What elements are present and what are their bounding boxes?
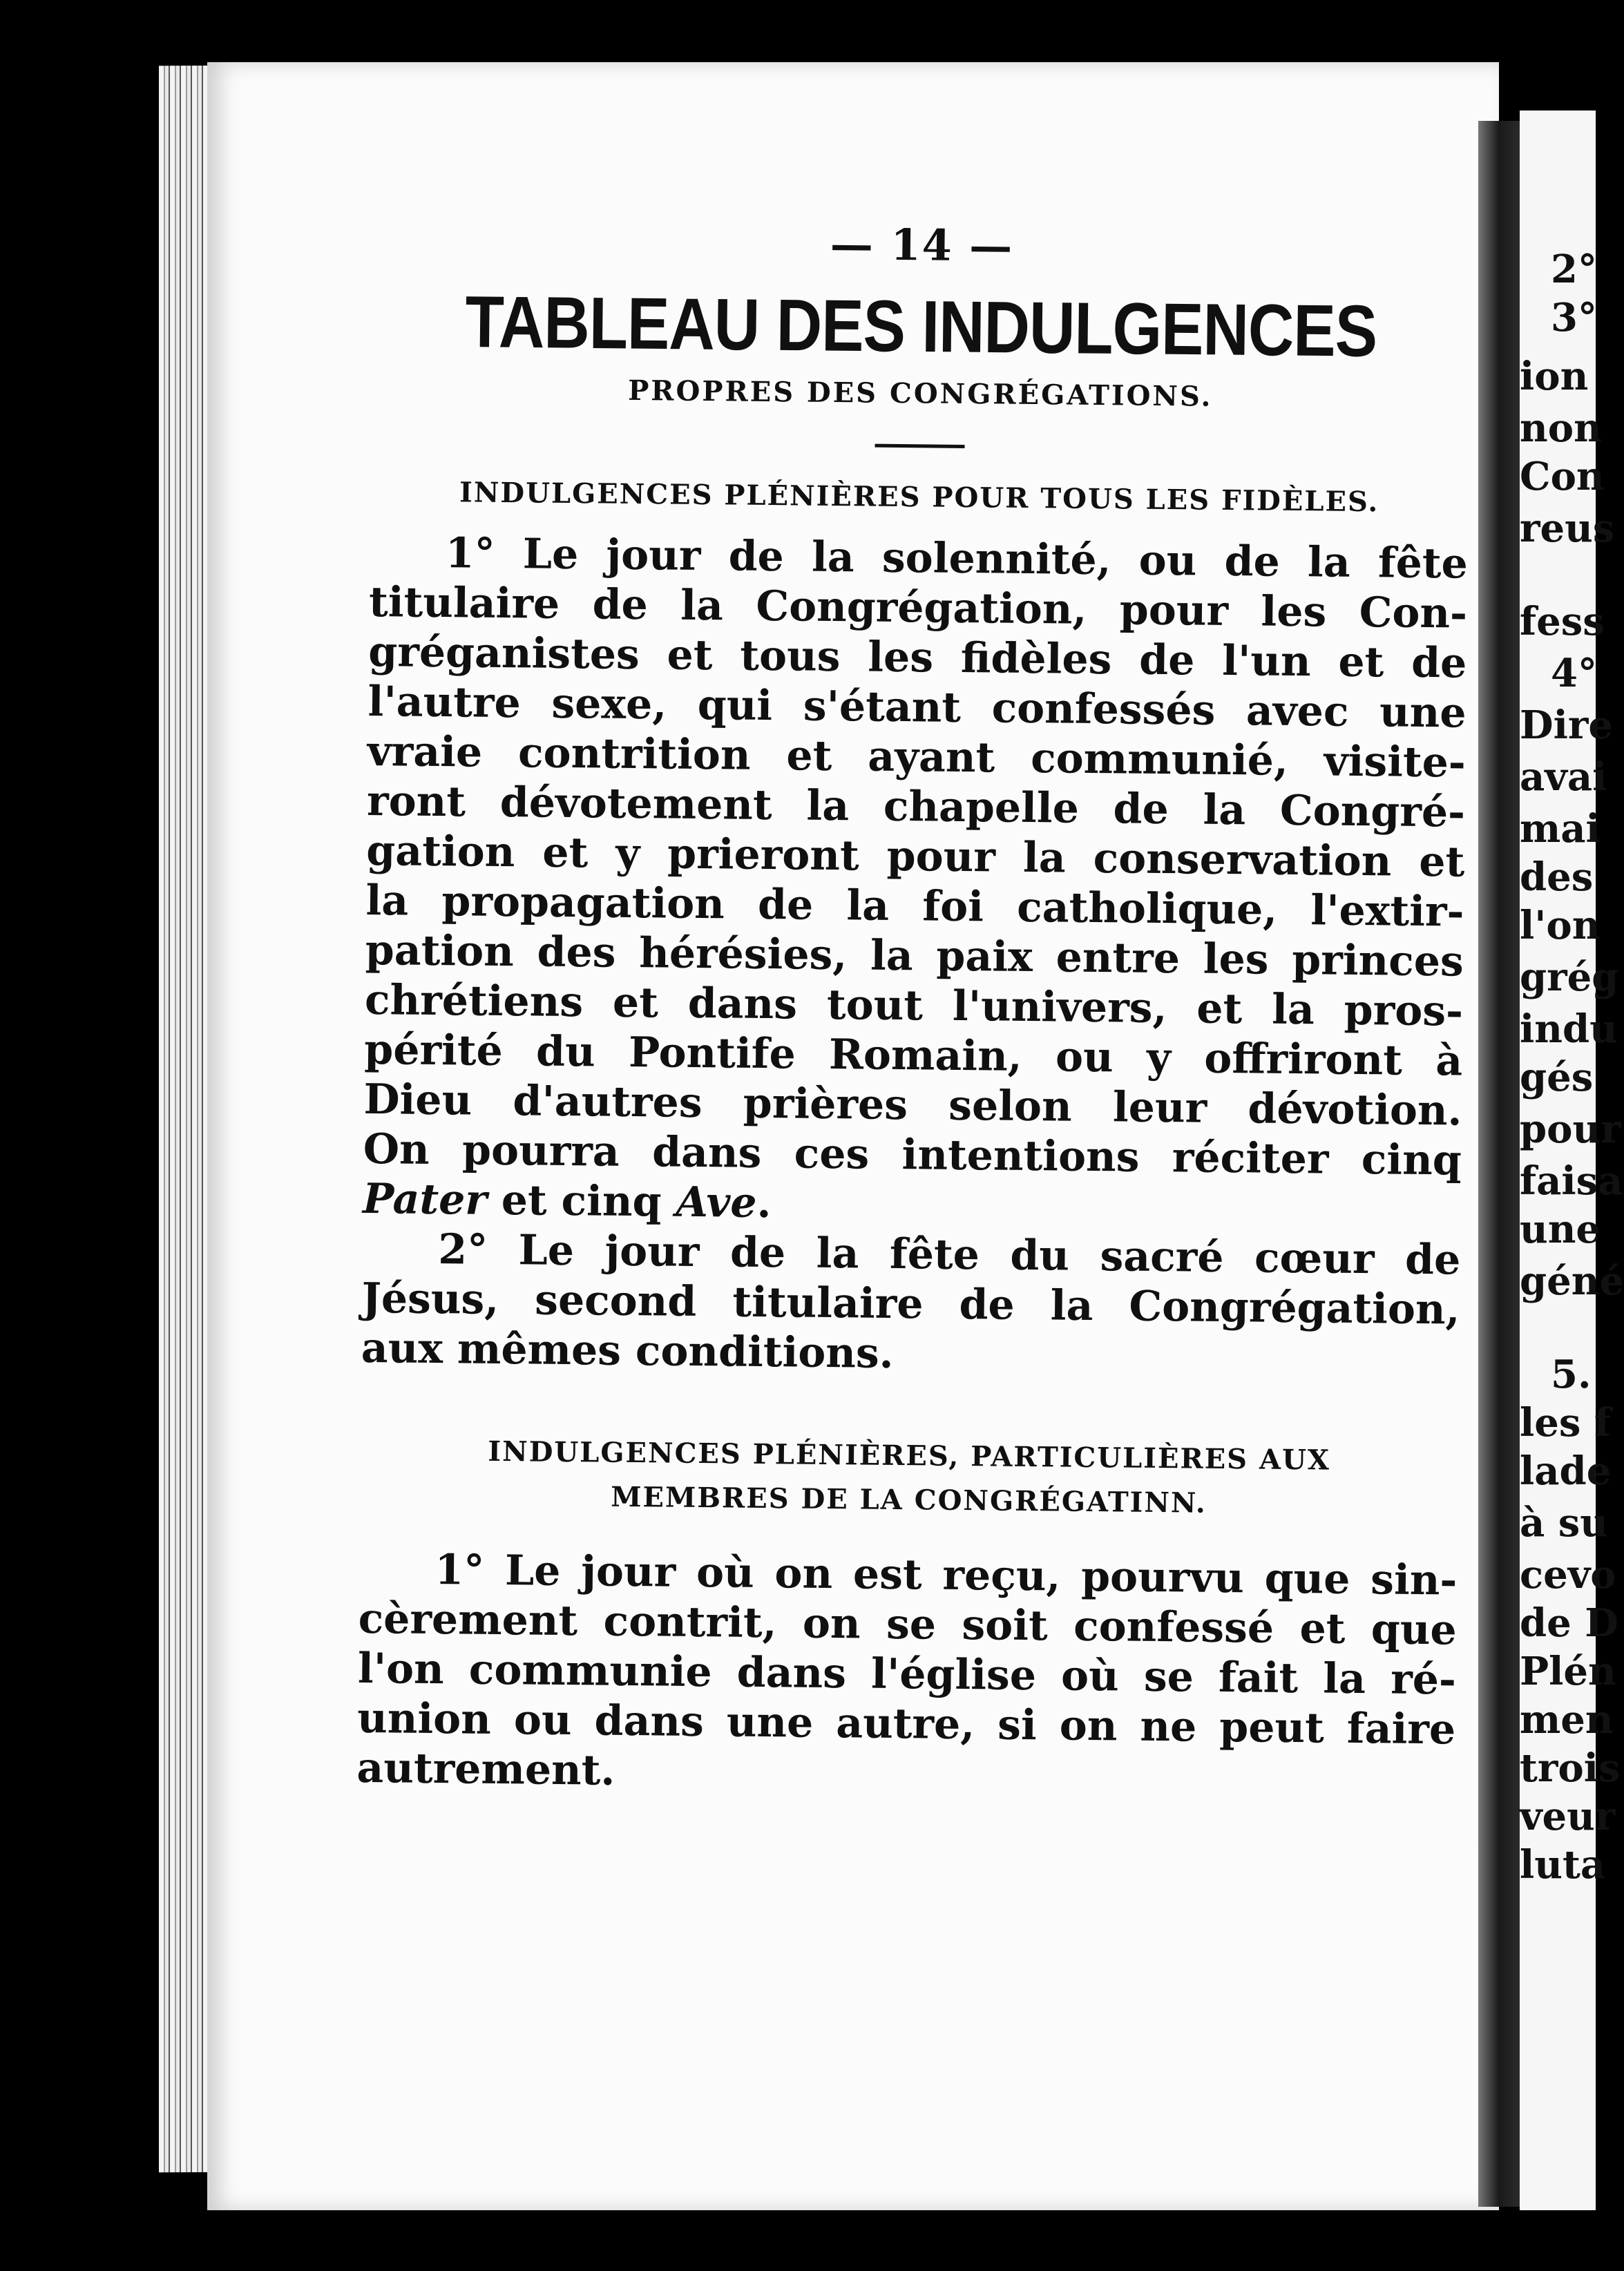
text-line: union ou dans une autre, si on ne peut faire [356,1694,1456,1754]
facing-page-text-fragment: géné [1520,1258,1624,1304]
text-line: Jésus, second titulaire de la Congrégation, [361,1274,1460,1334]
facing-page-text-fragment: gés [1520,1055,1594,1100]
facing-page-text-fragment: Dire [1520,702,1613,748]
italic-word: Pater [362,1174,488,1225]
text-line: l'autre sexe, qui s'étant confessés avec une [367,677,1467,738]
text-fragment: et cinq [486,1176,676,1227]
text-line: Dieu d'autres prières selon leur dévotion. [363,1075,1462,1136]
facing-page-text-fragment: trois [1520,1745,1621,1791]
facing-page-text-fragment: Plén [1520,1649,1616,1694]
facing-page-text-fragment: indu [1520,1006,1618,1052]
facing-page-text-fragment: fess [1520,599,1605,644]
text-line: 2° Le jour de la fête du sacré cœur de [437,1225,1461,1285]
page-subtitle: PROPRES DES CONGRÉGATIONS. [628,374,1213,413]
italic-word: Ave [676,1178,757,1227]
text-line: l'on communie dans l'église où se fait la ré- [357,1644,1457,1705]
text-line: autrement. [356,1743,615,1795]
text-line: gréganistes et tous les fidèles de l'un et de [367,627,1467,688]
facing-page-text-fragment: lade [1520,1448,1612,1494]
heading-line: MEMBRES DE LA CONGRÉGATINN. [610,1480,1207,1520]
facing-page-text-fragment: l'on [1520,903,1601,948]
text-line: chrétiens et dans tout l'univers, et la pros- [364,975,1464,1036]
facing-page-text-fragment: à su [1520,1500,1609,1546]
facing-page-text-fragment: veur [1520,1794,1616,1839]
text-line: gation et y prieront pour la conservation et [365,826,1465,887]
text-line: périté du Pontife Romain, ou y offriront à [363,1025,1463,1086]
facing-page-fragment [1520,111,1624,2210]
paragraph-reception-day [356,1544,1458,1805]
text-line: titulaire de la Congrégation, pour les Con- [368,577,1468,638]
text-line: vraie contrition et ayant communié, visite- [367,727,1467,787]
facing-page-text-fragment: 2° [1551,247,1597,292]
facing-page-text-fragment: 4° [1551,651,1597,696]
divider-rule [875,444,965,448]
section-heading-general: INDULGENCES PLÉNIÈRES POUR TOUS LES FIDÈLES. [459,476,1379,519]
section-heading-members [359,1428,1458,1529]
text-line: pation des hérésies, la paix entre les princes [365,926,1464,986]
facing-page-text-fragment: mai [1520,806,1601,852]
facing-page-text-fragment: pour [1520,1106,1621,1152]
facing-page-text-fragment: 5. [1551,1352,1592,1397]
facing-page-text-fragment: cevo [1520,1552,1616,1598]
facing-page-text-fragment: les f [1520,1400,1612,1446]
facing-page-text-fragment: 3° [1551,295,1597,341]
text-line: 1° Le jour où on est reçu, pourvu que sin- [434,1546,1458,1605]
text-line: 1° Le jour de la solennité, ou de la fête [445,529,1469,588]
text-line: aux mêmes conditions. [361,1323,895,1378]
text-line: cèrement contrit, on se soit confessé et que [358,1594,1457,1655]
facing-page-text-fragment: non [1520,405,1602,451]
facing-page-text-fragment: faisa [1520,1158,1623,1204]
page-title: TABLEAU DES INDULGENCES [464,281,1377,372]
text-line: ront dévotement la chapelle de la Congré- [366,776,1466,837]
text-fragment: . [756,1178,772,1228]
heading-line: INDULGENCES PLÉNIÈRES, PARTICULIÈRES AUX [488,1435,1331,1477]
facing-page-text-fragment: men [1520,1697,1614,1743]
facing-page-text-fragment: avai [1520,754,1607,800]
facing-page-text-fragment: des [1520,854,1594,900]
facing-page-text-fragment: de D [1520,1600,1618,1646]
text-line: la propagation de la foi catholique, l'extir- [365,876,1464,937]
page-number: — 14 — [830,218,1014,271]
text-line: On pourra dans ces intentions réciter cinq [363,1124,1462,1185]
paragraph-feast-of-titular [363,528,1468,1236]
facing-page-text-fragment: reus [1520,506,1615,551]
facing-page-text-fragment: ion [1520,354,1589,399]
facing-page-text-fragment: une [1520,1207,1601,1252]
facing-page-text-fragment: luta [1520,1842,1606,1888]
paragraph-sacred-heart [361,1224,1460,1385]
facing-page-text-fragment: Con [1520,454,1605,499]
facing-page-text-fragment: grég [1520,955,1619,1000]
page-content [356,214,1471,1805]
